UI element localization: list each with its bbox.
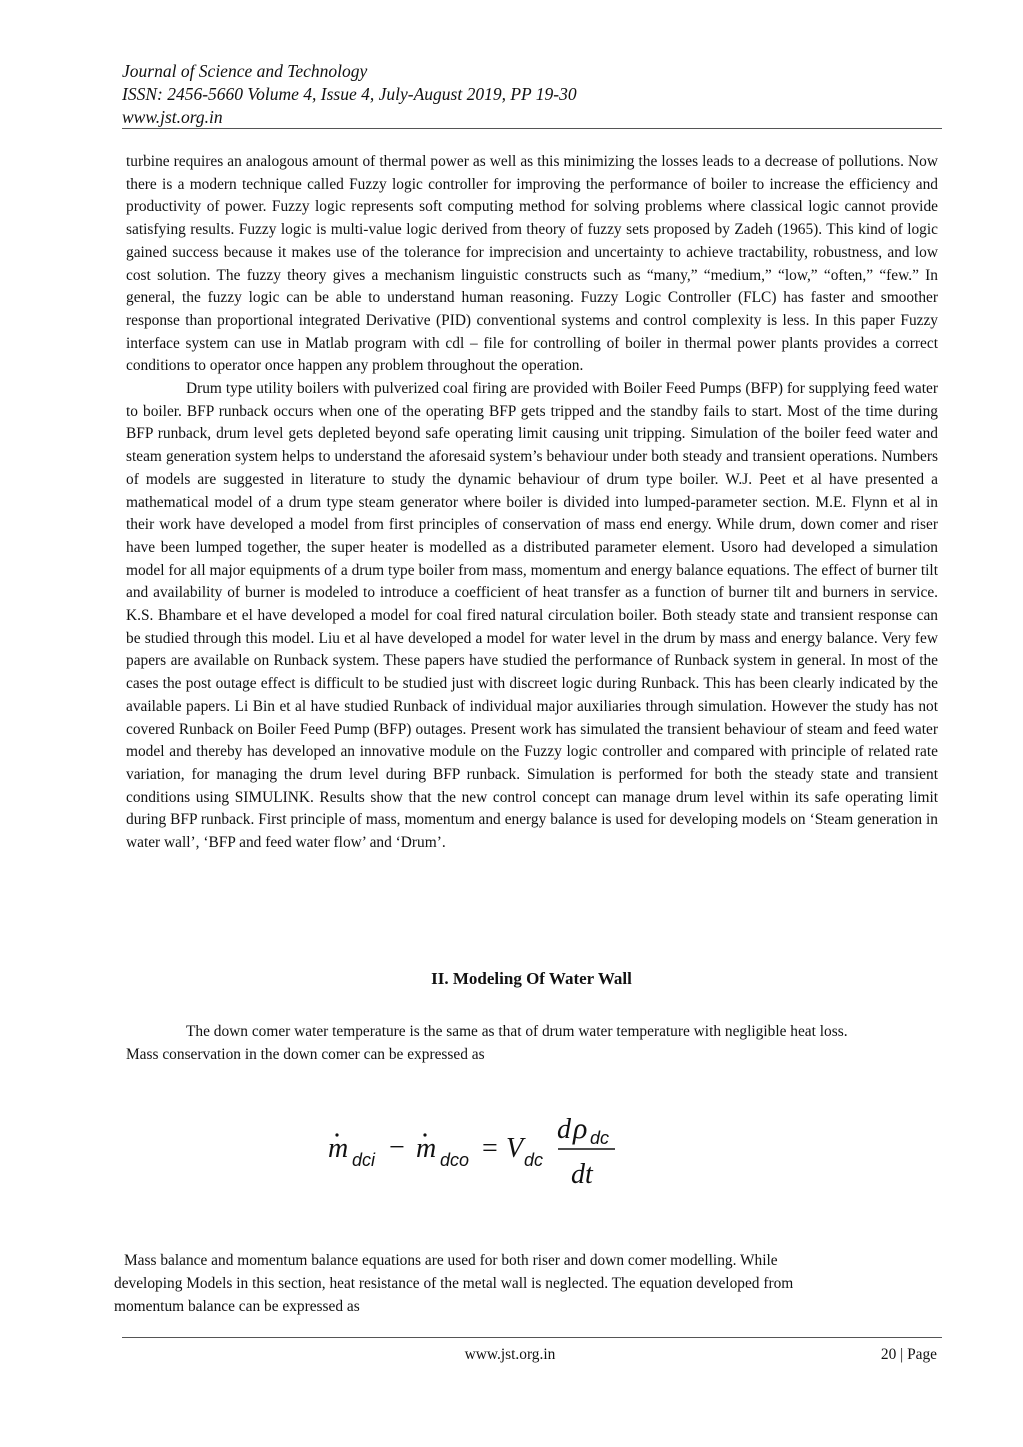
- paragraph-line: Mass conservation in the down comer can be expressed as: [126, 1045, 485, 1063]
- mass-flow-symbol: m: [416, 1133, 437, 1164]
- subscript-dci: dci: [352, 1150, 376, 1170]
- equals-sign: =: [482, 1133, 498, 1164]
- minus-sign: −: [389, 1132, 405, 1163]
- footer-url: www.jst.org.in: [464, 1346, 556, 1363]
- header-divider: [122, 128, 942, 129]
- journal-title: Journal of Science and Technology: [122, 61, 368, 81]
- mass-flow-symbol: m: [328, 1133, 349, 1164]
- paragraph-line: momentum balance can be expressed as: [114, 1298, 360, 1315]
- body-text: [126, 151, 938, 855]
- numerator-d: d: [557, 1114, 571, 1145]
- section-paragraph: [126, 1021, 946, 1066]
- paragraph-line: developing Models in this section, heat resistance of the metal wall is neglected. The equation developed from: [114, 1275, 794, 1292]
- denominator-dt: dt: [571, 1159, 593, 1190]
- volume-symbol: V: [506, 1133, 524, 1164]
- subscript-rho-dc: dc: [590, 1128, 610, 1148]
- section-heading: II. Modeling Of Water Wall: [431, 969, 632, 988]
- mass-conservation-equation: [325, 1108, 645, 1190]
- subscript-dco: dco: [440, 1150, 470, 1170]
- journal-header: [122, 60, 942, 129]
- paragraph: Drum type utility boilers with pulverized coal firing are provided with Boiler Feed Pumps (BFP) for supplying feed water to boiler. BFP runback occurs when one of the operating BFP gets tripped and the standby fails to start. Most of the time during BFP runback, drum level gets depleted beyond safe operating limit causing unit tripping. Simulation of the boiler feed water and steam generation system helps to understand the aforesaid system’s behaviour under both steady and transient operations. Numbers of models are suggested in literature to study the dynamic behaviour of drum type boiler. W.J. Peet et al have presented a mathematical model of a drum type steam generator where boiler is divided into lumped-parameter section. M.E. Flynn et al in their work have developed a model from first principles of conservation of mass end energy. While drum, down comer and riser have been lumped together, the super heater is modelled as a distributed parameter element. Usoro had developed a simulation model for all major equipments of a drum type boiler from mass, momentum and energy balance equations. The effect of burner tilt and availability of burner is modeled to introduce a coefficient of heat transfer as a function of burner tilt and burners in service. K.S. Bhambare et el have developed a model for coal fired natural circulation boiler. Both steady state and transient response can be studied through this model. Liu et al have developed a model for water level in the drum by mass and energy balance. Very few papers are available on Runback system. These papers have studied the performance of Runback system in general. In most of the cases the post outage effect is difficult to be studied just with discreet logic during Runback. This has been clearly indicated by the available papers. Li Bin et al have studied Runback of individual major auxiliaries through simulation. However the study has not covered Runback on Boiler Feed Pump (BFP) outages. Present work has simulated the transient behaviour of steam and feed water model and thereby has developed an innovative module on the Fuzzy logic controller and compared with principle of related rate variation, for managing the drum level during BFP runback. Simulation is performed for both the steady state and transient conditions using SIMULINK. Results show that the new control concept can manage drum level within its safe operating limit during BFP runback. First principle of mass, momentum and energy balance is used for developing models on ‘Steam generation in water wall’, ‘BFP and feed water flow’ and ‘Drum’.: [126, 380, 938, 852]
- rho-symbol: ρ: [573, 1112, 588, 1145]
- page-number: 20 | Page: [880, 1346, 937, 1363]
- subscript-dc: dc: [524, 1150, 544, 1170]
- footer-divider: [122, 1337, 942, 1338]
- paragraph: turbine requires an analogous amount of thermal power as well as this minimizing the losses leads to a decrease of pollutions. Now there is a modern technique called Fuzzy logic controller for improving the performance of boiler to increase the efficiency and productivity of power. Fuzzy logic represents soft computing method for solving problems where classical logic cannot provide satisfying results. Fuzzy logic is multi-value logic derived from theory of fuzzy sets proposed by Zadeh (1965). This kind of logic gained success because it makes use of the tolerance for imprecision and uncertainty to achieve tractability, robustness, and low cost solution. The fuzzy theory gives a mechanism linguistic constructs such as “many,” “medium,” “low,” “often,” “few.” In general, the fuzzy logic can be able to understand human reasoning. Fuzzy Logic Controller (FLC) has faster and smoother response than proportional integrated Derivative (PID) conventional systems and control complexity is less. In this paper Fuzzy interface system can use in Matlab program with cdl – file for controlling of boiler in thermal power plants provides a correct conditions to operator once happen any problem throughout the operation.: [126, 153, 938, 375]
- journal-url: www.jst.org.in: [122, 107, 223, 127]
- paragraph-line: Mass balance and momentum balance equations are used for both riser and down comer modelling. While: [124, 1252, 778, 1269]
- paragraph-line: The down comer water temperature is the same as that of drum water temperature with negligible heat loss.: [186, 1023, 848, 1040]
- closing-paragraph: [114, 1249, 914, 1318]
- journal-issn: ISSN: 2456-5660 Volume 4, Issue 4, July-August 2019, PP 19-30: [122, 84, 577, 104]
